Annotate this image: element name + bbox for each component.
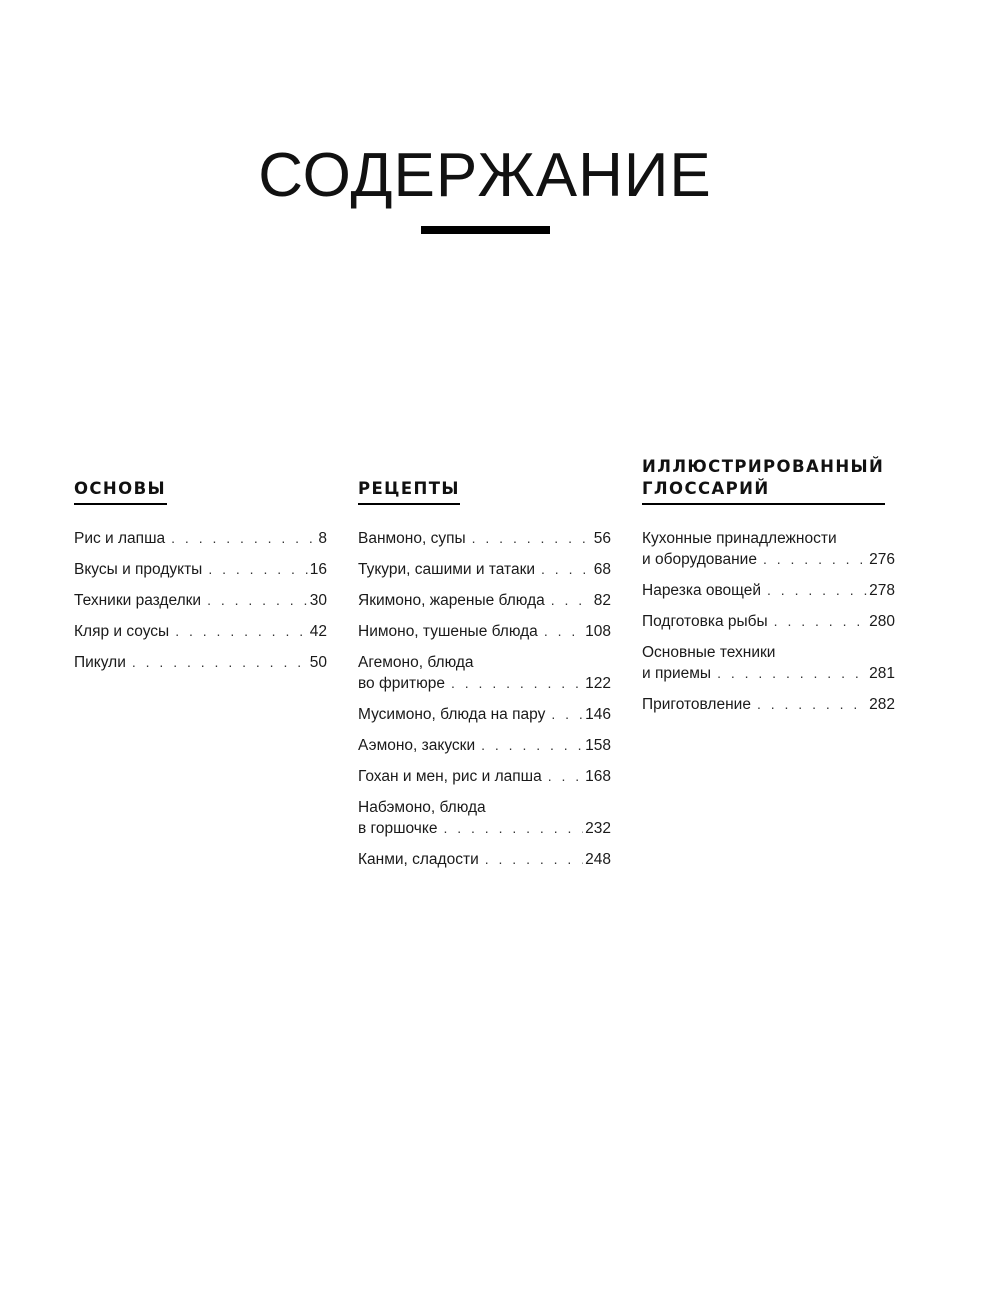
toc-entry-row: [642, 694, 895, 715]
section-heading-block: [642, 456, 902, 500]
toc-entry-page-number: 16: [309, 561, 327, 578]
dot-leader: [443, 818, 583, 839]
section-heading-block: [358, 478, 618, 500]
dot-leader: [472, 528, 592, 549]
section-heading: [642, 456, 884, 500]
toc-entry-label-line: Набэмоно, блюда: [358, 799, 486, 816]
toc-entry-row: [74, 590, 327, 611]
dot-leader: [541, 559, 592, 580]
toc-entry[interactable]: [358, 590, 611, 611]
dot-leader: [451, 673, 583, 694]
toc-entry-label: Пикули: [74, 654, 126, 671]
toc-entry-label: Аэмоно, закуски: [358, 737, 476, 754]
toc-entry[interactable]: [358, 797, 611, 839]
toc-entry-page-number: 248: [585, 851, 611, 868]
toc-entry-label: Тукури, сашими и татаки: [358, 561, 536, 578]
toc-entry[interactable]: [74, 621, 327, 642]
toc-entry-page-number: 122: [585, 675, 611, 692]
toc-entry-row: [358, 559, 611, 580]
dot-leader: [485, 849, 583, 870]
toc-entry-row: [642, 549, 895, 570]
toc-entry-page-number: 42: [309, 623, 327, 640]
toc-entry-label: Приготовление: [642, 696, 751, 713]
toc-entry-label: Рис и лапша: [74, 530, 166, 547]
toc-entry-label: Мусимоно, блюда на пару: [358, 706, 546, 723]
toc-entry-row: [642, 663, 895, 684]
toc-entry-label: и оборудование: [642, 551, 757, 568]
toc-entry[interactable]: [358, 652, 611, 694]
toc-entry-label: Канми, сладости: [358, 851, 479, 868]
toc-entry-page-number: 278: [869, 582, 895, 599]
toc-entry[interactable]: [642, 528, 895, 570]
toc-entry-label-line: Основные техники: [642, 644, 776, 661]
toc-entry-label: и приемы: [642, 665, 712, 682]
section-heading-line: ИЛЛЮСТРИРОВАННЫЙ: [642, 457, 885, 476]
toc-entry-page-number: 282: [869, 696, 895, 713]
toc-entry-label: Якимоно, жареные блюда: [358, 592, 545, 609]
dot-leader: [548, 766, 583, 787]
toc-entry-row: [358, 766, 611, 787]
toc-entry-page-number: 50: [309, 654, 327, 671]
toc-entry-row: [358, 849, 611, 870]
toc-entry-label: Гохан и мен, рис и лапша: [358, 768, 542, 785]
toc-entry-row: [74, 652, 327, 673]
dot-leader: [132, 652, 308, 673]
dot-leader: [171, 528, 316, 549]
dot-leader: [767, 580, 867, 601]
toc-entry-page-number: 30: [309, 592, 327, 609]
toc-entry-label: во фритюре: [358, 675, 445, 692]
dot-leader: [763, 549, 867, 570]
toc-entry-row: [358, 621, 611, 642]
dot-leader: [175, 621, 308, 642]
toc-entry-row: [358, 704, 611, 725]
section-heading-line: ОСНОВЫ: [74, 479, 167, 498]
section-heading-underline: [642, 503, 885, 505]
toc-entry-label: в горшочке: [358, 820, 438, 837]
toc-entry-list: [358, 528, 611, 880]
section-heading: [358, 478, 460, 500]
toc-entry-row: [74, 559, 327, 580]
toc-entry[interactable]: [74, 559, 327, 580]
toc-entry-label-line: Кухонные принадлежности: [642, 530, 837, 547]
section-heading-underline: [358, 503, 460, 505]
toc-entry[interactable]: [358, 528, 611, 549]
toc-entry-label: Подготовка рыбы: [642, 613, 768, 630]
toc-entry[interactable]: [358, 849, 611, 870]
toc-entry-label: Вкусы и продукты: [74, 561, 203, 578]
toc-entry[interactable]: [358, 766, 611, 787]
toc-entry[interactable]: [642, 694, 895, 715]
toc-entry-page-number: 108: [585, 623, 611, 640]
toc-entry-row: [358, 528, 611, 549]
title-underline: [421, 226, 550, 234]
dot-leader: [774, 611, 867, 632]
toc-entry[interactable]: [74, 652, 327, 673]
section-heading-underline: [74, 503, 167, 505]
toc-entry-label-line: Агемоно, блюда: [358, 654, 474, 671]
toc-entry-page-number: 168: [585, 768, 611, 785]
toc-entry-page-number: 56: [593, 530, 611, 547]
page-title: СОДЕРЖАНИЕ: [258, 141, 712, 210]
toc-entry[interactable]: [358, 735, 611, 756]
toc-entry-page-number: 280: [869, 613, 895, 630]
dot-leader: [717, 663, 867, 684]
dot-leader: [208, 559, 307, 580]
dot-leader: [544, 621, 583, 642]
toc-entry-page-number: 232: [585, 820, 611, 837]
section-heading-block: [74, 478, 334, 500]
section-heading-line: РЕЦЕПТЫ: [358, 479, 460, 498]
toc-entry-page-number: 281: [869, 665, 895, 682]
toc-entry-label: Нарезка овощей: [642, 582, 762, 599]
toc-entry-row: [358, 818, 611, 839]
toc-entry-page-number: 158: [585, 737, 611, 754]
dot-leader: [481, 735, 583, 756]
toc-entry[interactable]: [642, 580, 895, 601]
toc-entry[interactable]: [642, 642, 895, 684]
toc-entry-row: [74, 621, 327, 642]
toc-entry-label: Нимоно, тушеные блюда: [358, 623, 538, 640]
toc-entry-label: Техники разделки: [74, 592, 202, 609]
toc-entry-page-number: 82: [593, 592, 611, 609]
section-heading-line: ГЛОССАРИЙ: [642, 479, 770, 498]
toc-entry-row: [358, 590, 611, 611]
dot-leader: [757, 694, 867, 715]
toc-entry-row: [74, 528, 327, 549]
toc-entry-label: Кляр и соусы: [74, 623, 170, 640]
toc-entry[interactable]: [358, 621, 611, 642]
toc-entry-page-number: 68: [593, 561, 611, 578]
toc-entry-page-number: 146: [585, 706, 611, 723]
dot-leader: [207, 590, 308, 611]
toc-entry[interactable]: [642, 611, 895, 632]
toc-entry[interactable]: [358, 559, 611, 580]
toc-entry-row: [358, 673, 611, 694]
toc-entry[interactable]: [358, 704, 611, 725]
dot-leader: [551, 704, 583, 725]
dot-leader: [551, 590, 592, 611]
toc-entry-row: [642, 580, 895, 601]
toc-entry-list: [74, 528, 327, 683]
toc-entry[interactable]: [74, 528, 327, 549]
toc-entry-page-number: 276: [869, 551, 895, 568]
section-heading: [74, 478, 166, 500]
toc-entry-page-number: 8: [318, 530, 327, 547]
toc-entry-row: [358, 735, 611, 756]
toc-entry-row: [642, 611, 895, 632]
toc-entry-label: Ванмоно, супы: [358, 530, 466, 547]
toc-entry-list: [642, 528, 895, 725]
toc-entry[interactable]: [74, 590, 327, 611]
